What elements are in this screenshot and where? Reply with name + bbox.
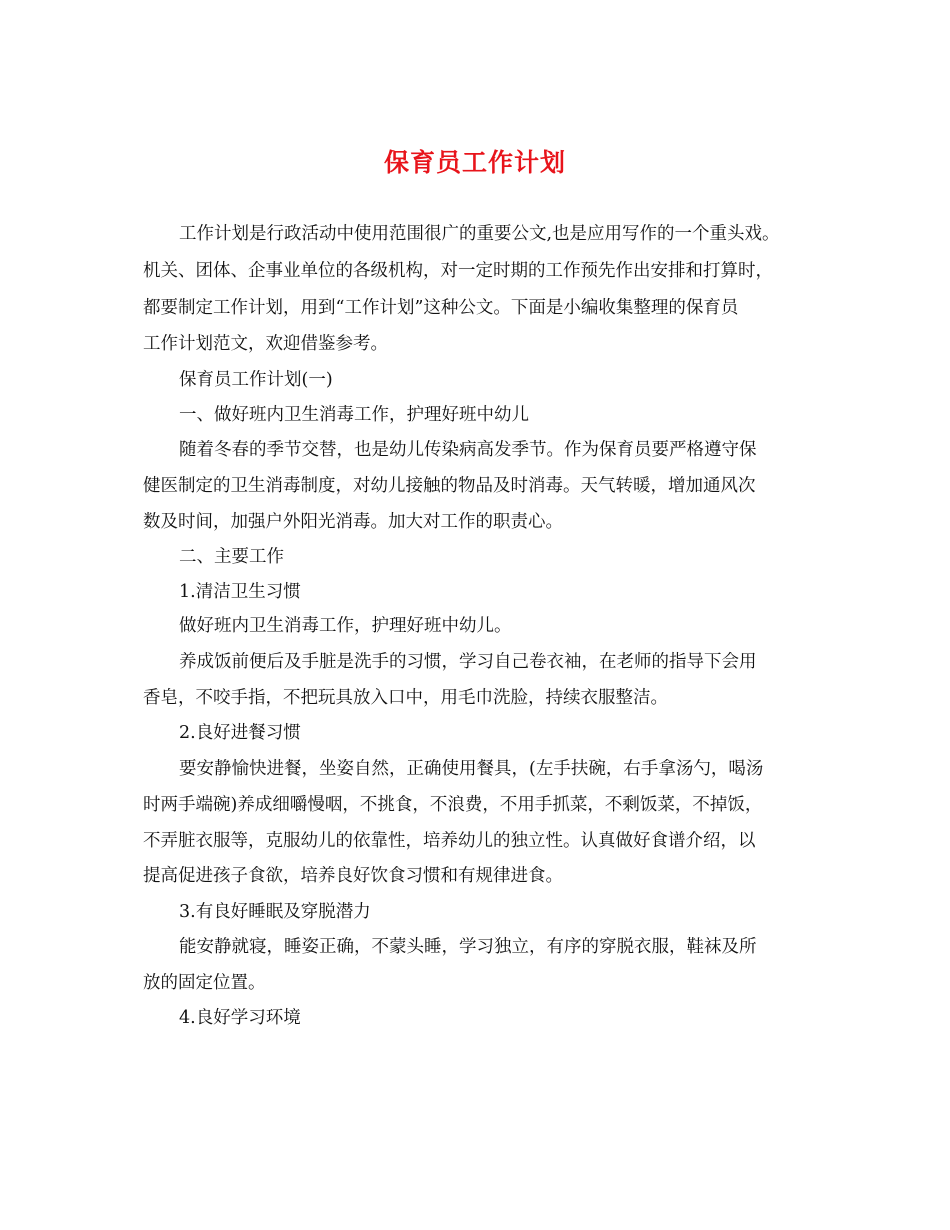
section-heading: 一、做好班内卫生消毒工作，护理好班中幼儿	[179, 405, 529, 425]
subsection-heading: 3.有良好睡眠及穿脱潜力	[179, 902, 371, 922]
document-title: 保育员工作计划	[383, 148, 566, 177]
paragraph-line: 健医制定的卫生消毒制度，对幼儿接触的物品及时消毒。天气转暖，增加通风次	[143, 476, 756, 496]
paragraph-line: 机关、团体、企事业单位的各级机构，对一定时期的工作预先作出安排和打算时，	[143, 261, 773, 281]
paragraph-line: 要安静愉快进餐，坐姿自然，正确使用餐具，(左手扶碗，右手拿汤勺，喝汤	[179, 759, 764, 779]
paragraph-line: 做好班内卫生消毒工作，护理好班中幼儿。	[179, 616, 512, 636]
section-heading: 保育员工作计划(一)	[179, 370, 333, 390]
paragraph-line: 香皂，不咬手指，不把玩具放入口中，用毛巾洗脸，持续衣服整洁。	[143, 688, 668, 708]
paragraph-line: 放的固定位置。	[143, 973, 266, 993]
subsection-heading: 4.良好学习环境	[179, 1008, 301, 1028]
section-heading: 二、主要工作	[179, 547, 284, 567]
subsection-heading: 2.良好进餐习惯	[179, 723, 301, 743]
paragraph-line: 都要制定工作计划，用到“工作计划”这种公文。下面是小编收集整理的保育员	[143, 298, 739, 318]
paragraph-line: 工作计划范文，欢迎借鉴参考。	[143, 334, 388, 354]
paragraph-line: 工作计划是行政活动中使用范围很广的重要公文,也是应用写作的一个重头戏。	[179, 224, 780, 244]
paragraph-line: 提高促进孩子食欲，培养良好饮食习惯和有规律进食。	[143, 866, 563, 886]
paragraph-line: 时两手端碗)养成细嚼慢咽，不挑食，不浪费，不用手抓菜，不剩饭菜，不掉饭，	[143, 795, 763, 815]
paragraph-line: 随着冬春的季节交替，也是幼儿传染病高发季节。作为保育员要严格遵守保	[179, 440, 757, 460]
paragraph-line: 不弄脏衣服等，克服幼儿的依靠性，培养幼儿的独立性。认真做好食谱介绍，以	[143, 831, 756, 851]
paragraph-line: 养成饭前便后及手脏是洗手的习惯，学习自己卷衣袖，在老师的指导下会用	[179, 652, 757, 672]
paragraph-line: 能安静就寝，睡姿正确，不蒙头睡，学习独立，有序的穿脱衣服，鞋袜及所	[179, 937, 757, 957]
subsection-heading: 1.清洁卫生习惯	[179, 582, 301, 602]
paragraph-line: 数及时间，加强户外阳光消毒。加大对工作的职责心。	[143, 512, 563, 532]
